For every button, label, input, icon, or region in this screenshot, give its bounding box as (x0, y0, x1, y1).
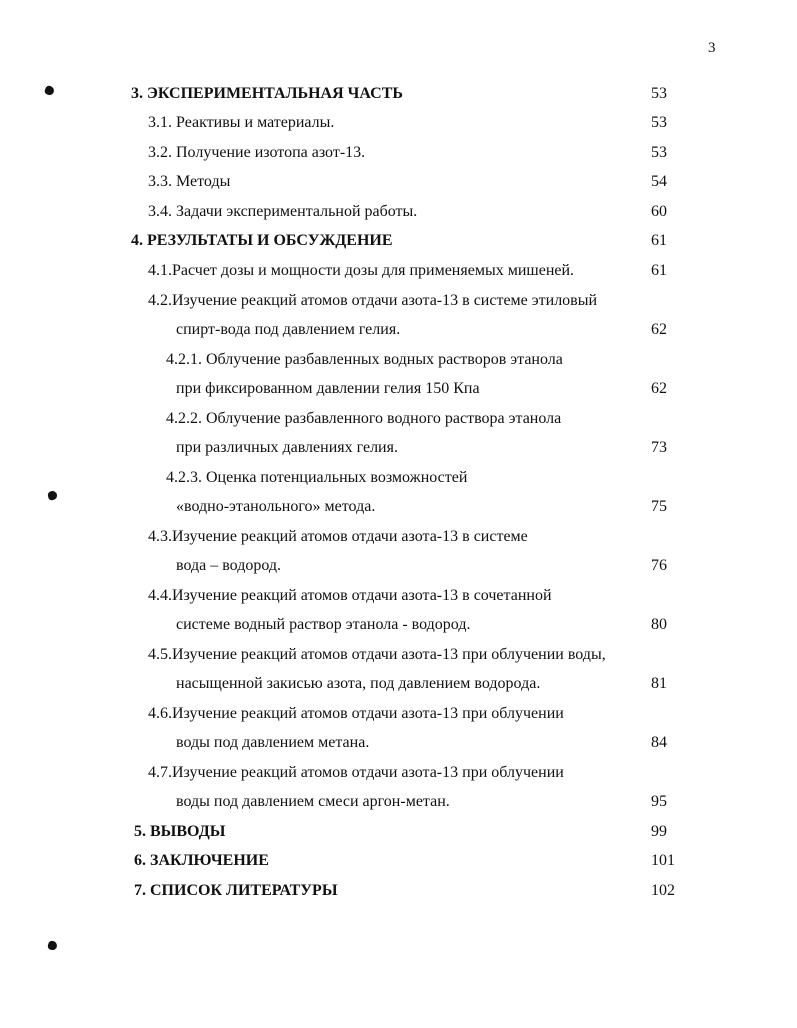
toc-entry-4-5-cont: насыщенной закисью азота, под давлением водорода. (176, 675, 541, 692)
toc-page: 53 (651, 114, 667, 131)
toc-page: 102 (651, 882, 675, 899)
toc-page: 99 (651, 823, 667, 840)
toc-page: 54 (651, 173, 667, 190)
toc-page: 62 (651, 321, 667, 338)
toc-page: 76 (651, 557, 667, 574)
toc-entry-4-3: 4.3.Изучение реакций атомов отдачи азота-13 в системе (148, 528, 528, 545)
toc-entry-4-6: 4.6.Изучение реакций атомов отдачи азота-13 при облучении (148, 705, 564, 722)
toc-page: 73 (651, 439, 667, 456)
toc-page: 53 (651, 85, 667, 102)
toc-heading-3: 3. ЭКСПЕРИМЕНТАЛЬНАЯ ЧАСТЬ (131, 85, 403, 102)
toc-entry-4-2-3-cont: «водно-этанольного» метода. (176, 498, 376, 515)
toc-page: 75 (651, 498, 667, 515)
toc-entry-4-4: 4.4.Изучение реакций атомов отдачи азота-13 в сочетанной (148, 587, 552, 604)
toc-page: 60 (651, 203, 667, 220)
toc-entry-4-2-cont: спирт-вода под давлением гелия. (176, 321, 401, 338)
toc-heading-4: 4. РЕЗУЛЬТАТЫ И ОБСУЖДЕНИЕ (131, 232, 393, 249)
toc-entry-4-5: 4.5.Изучение реакций атомов отдачи азота-13 при облучении воды, (148, 646, 606, 663)
toc-entry-3-2: 3.2. Получение изотопа азот-13. (148, 144, 366, 161)
toc-page: 53 (651, 144, 667, 161)
toc-entry-4-2-1: 4.2.1. Облучение разбавленных водных растворов этанола (166, 351, 563, 368)
toc-page: 84 (651, 734, 667, 751)
toc-page: 95 (651, 793, 667, 810)
page-number: 3 (708, 40, 716, 56)
toc-page: 80 (651, 616, 667, 633)
toc-page: 62 (651, 380, 667, 397)
toc-entry-3-1: 3.1. Реактивы и материалы. (148, 114, 335, 131)
toc-entry-4-2-1-cont: при фиксированном давлении гелия 150 Кпа (176, 380, 480, 397)
toc-heading-5: 5. ВЫВОДЫ (134, 823, 226, 840)
toc-entry-4-7-cont: воды под давлением смеси аргон-метан. (176, 793, 450, 810)
toc-entry-4-6-cont: воды под давлением метана. (176, 734, 370, 751)
toc-entry-3-3: 3.3. Методы (148, 173, 231, 190)
toc-entry-4-7: 4.7.Изучение реакций атомов отдачи азота-13 при облучении (148, 764, 564, 781)
toc-entry-4-3-cont: вода – водород. (176, 557, 282, 574)
toc-entry-4-2: 4.2.Изучение реакций атомов отдачи азота-13 в системе этиловый (148, 292, 598, 309)
toc-entry-4-2-2: 4.2.2. Облучение разбавленного водного раствора этанола (166, 410, 562, 427)
toc-heading-6: 6. ЗАКЛЮЧЕНИЕ (134, 852, 269, 869)
toc-entry-4-4-cont: системе водный раствор этанола - водород. (176, 616, 471, 633)
toc-entry-3-4: 3.4. Задачи экспериментальной работы. (148, 203, 418, 220)
toc-page: 101 (651, 852, 675, 869)
toc-entry-4-1: 4.1.Расчет дозы и мощности дозы для применяемых мишеней. (148, 262, 575, 279)
toc-entry-4-2-2-cont: при различных давлениях гелия. (176, 439, 398, 456)
toc-entry-4-2-3: 4.2.3. Оценка потенциальных возможностей (166, 469, 468, 486)
toc-heading-7: 7. СПИСОК ЛИТЕРАТУРЫ (134, 882, 338, 899)
toc-page: 81 (651, 675, 667, 692)
toc-page: 61 (651, 232, 667, 249)
toc-page: 61 (651, 262, 667, 279)
